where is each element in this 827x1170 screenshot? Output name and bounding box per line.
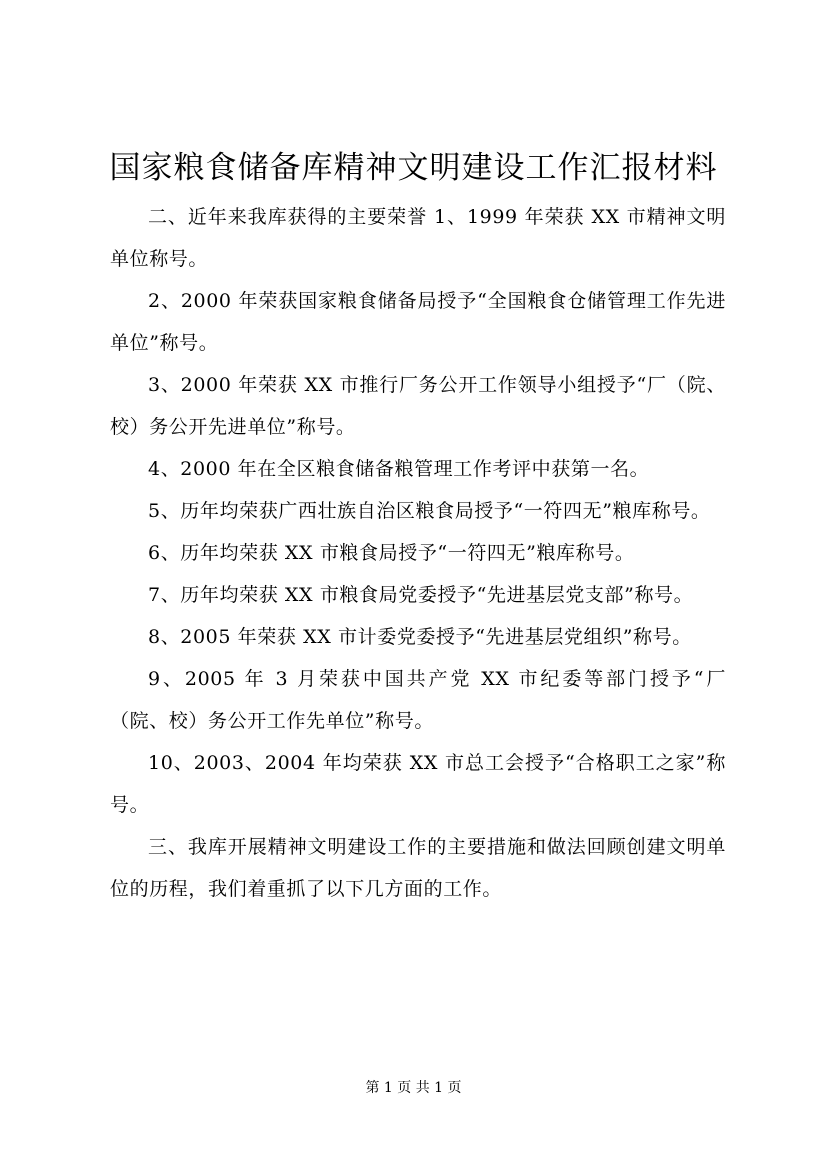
paragraph: 三、我库开展精神文明建设工作的主要措施和做法回顾创建文明单位的历程，我们着重抓了以下几方面的工作。 xyxy=(110,836,726,900)
paragraph: 4、2000 年在全区粮食储备粮管理工作考评中获第一名。 xyxy=(148,458,650,480)
page-footer: 第 1 页 共 1 页 xyxy=(365,1080,462,1096)
paragraph: 2、2000 年荣获国家粮食储备局授予“全国粮食仓储管理工作先进单位”称号。 xyxy=(110,290,726,354)
paragraph: 7、历年均荣获 XX 市粮食局党委授予“先进基层党支部”称号。 xyxy=(148,584,694,606)
paragraph: 6、历年均荣获 XX 市粮食局授予“一符四无”粮库称号。 xyxy=(148,542,635,564)
paragraph: 3、2000 年荣获 XX 市推行厂务公开工作领导小组授予“厂（院、校）务公开先进单位”称号。 xyxy=(110,374,726,438)
paragraph: 9、2005 年 3 月荣获中国共产党 XX 市纪委等部门授予“厂（院、校）务公开工作先单位”称号。 xyxy=(110,668,726,732)
document-body xyxy=(110,196,726,910)
paragraph: 二、近年来我库获得的主要荣誉 1、1999 年荣获 XX 市精神文明单位称号。 xyxy=(110,206,726,270)
paragraph: 5、历年均荣获广西壮族自治区粮食局授予“一符四无”粮库称号。 xyxy=(148,500,711,522)
document-title: 国家粮食储备库精神文明建设工作汇报材料 xyxy=(109,150,718,186)
paragraph: 8、2005 年荣获 XX 市计委党委授予“先进基层党组织”称号。 xyxy=(148,626,692,648)
paragraph: 10、2003、2004 年均荣获 XX 市总工会授予“合格职工之家”称号。 xyxy=(110,752,726,816)
